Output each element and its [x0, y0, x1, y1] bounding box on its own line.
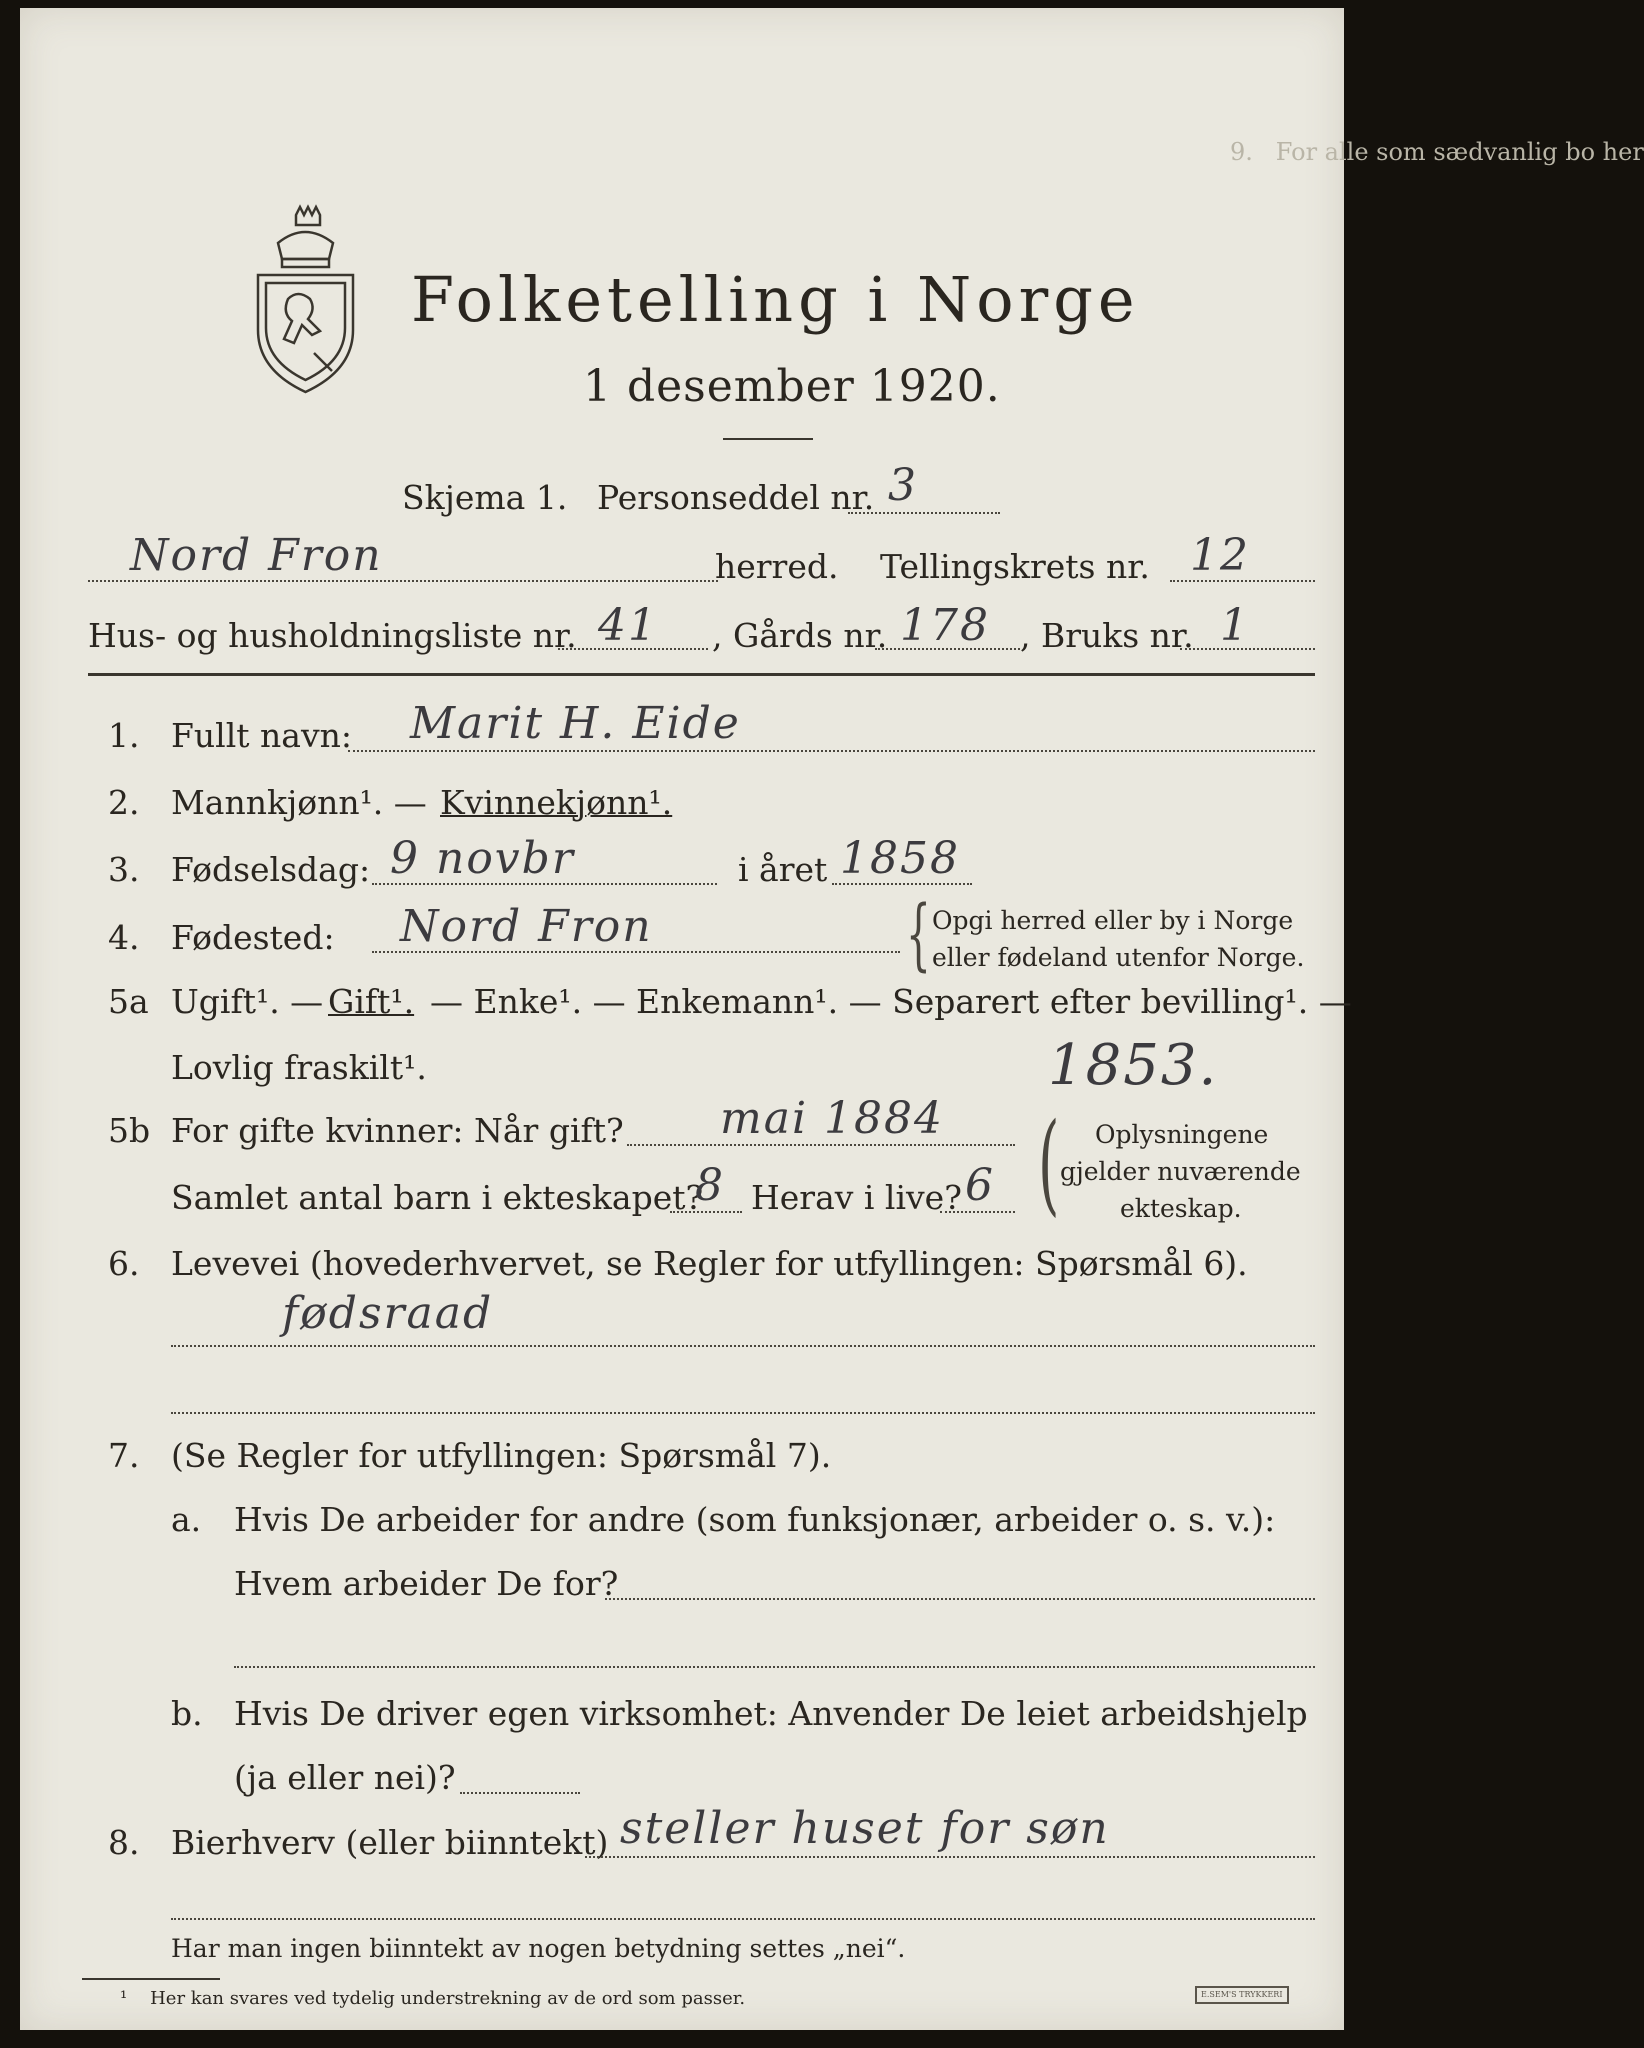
q8-number: 8.	[108, 1823, 140, 1862]
farm-label: , Gårds nr.	[712, 616, 888, 655]
holding-label: , Bruks nr.	[1020, 616, 1194, 655]
income-note: Har man ingen biinntekt av nogen betydning settes „nei“.	[171, 1934, 906, 1963]
footnote-marker: ¹	[120, 1988, 128, 2009]
q2-female-label: Kvinnekjønn¹.	[440, 783, 673, 822]
footnote	[120, 1988, 745, 2009]
q3-year-label: i året	[738, 850, 828, 889]
birthplace-value: Nord Fron	[400, 901, 653, 952]
q3-label: Fødselsdag:	[171, 850, 371, 889]
q5b-number: 5b	[108, 1111, 151, 1150]
form-title: Folketelling i Norge	[411, 263, 1140, 336]
q5a-unmarried: Ugift¹. —	[171, 982, 324, 1021]
q8-label: Bierhverv (eller biinntekt)	[171, 1823, 609, 1862]
person-slip-label: Personseddel nr.	[597, 478, 875, 517]
q5a-married: Gift¹.	[328, 982, 415, 1021]
q5b-note-line-1: Oplysningene	[1095, 1120, 1269, 1149]
q7-number: 7.	[108, 1436, 140, 1475]
schema-label: Skjema 1.	[402, 478, 568, 517]
census-form-sheet: 9. For alle som sædvanlig bo her Folketelling i Norge 1 desember 1920. Skjema 1. Personseddel nr. 3 Nord Fron herred. Tellingskrets nr. 12 Hus- og husholdningsliste nr. 41 , Gårds nr. 178 , Bruks nr. 1 1. Fullt navn: Marit H. Eide 2. Mannkjønn¹. — Kvinnekjønn¹. 3. Fødselsdag: 9 novbr i året 1858 4. Fødested: Nord Fron { Opgi herred eller by i Norge eller fødeland utenfor Norge. 5a Ugift¹. — Gift¹. — Enke¹. — Enkemann¹. — Separert efter bevilling¹. — Lovlig fraskilt¹. 1853. 5b For gifte kvinner: Når gift? mai 1884 Samlet antal barn i ekteskapet? 8 Herav i live? 6 ( Oplysningene gjelder nuværende ekteskap. 6. Levevei (hovederhvervet, se Regler for utfyllingen: Spørsmål 6). fødsraad 7. (Se Regler for utfyllingen: Spørsmål 7). a. Hvis De arbeider for andre (som funksjonær, arbeider o. s. v.): Hvem arbeider De for? b. Hvis De driver egen virksomhet: Anvender De leiet arbeidshjelp (ja eller nei)? 8. Bierhverv (eller biinntekt) steller huset for søn Har man ingen biinntekt av nogen betydning settes „nei“. ¹ Her kan svares ved tydelig understrekning av de ord som passer. E.SEM'S TRYKKERI	[20, 8, 1344, 2030]
q7b-letter: b.	[171, 1694, 203, 1733]
q6-label: Levevei (hovederhvervet, se Regler for utfyllingen: Spørsmål 6).	[171, 1244, 1248, 1283]
q1-label: Fullt navn:	[171, 716, 352, 755]
birth-date-value: 9 novbr	[390, 833, 575, 884]
title-divider	[723, 438, 813, 440]
q4-label: Fødested:	[171, 918, 335, 957]
q4-number: 4.	[108, 918, 140, 957]
brace: {	[906, 890, 931, 980]
household-list-number: 41	[598, 600, 658, 651]
district-label: Tellingskrets nr.	[880, 547, 1150, 586]
children-alive-value: 6	[965, 1160, 995, 1211]
q1-number: 1.	[108, 716, 140, 755]
q5b-married-when-label: For gifte kvinner: Når gift?	[171, 1111, 624, 1150]
q5a-divorced: Lovlig fraskilt¹.	[171, 1048, 427, 1087]
bleed-through-text: 9. For alle som sædvanlig bo her	[1230, 138, 1644, 166]
q7-label: (Se Regler for utfyllingen: Spørsmål 7).	[171, 1436, 832, 1475]
holding-number: 1	[1220, 600, 1250, 651]
printer-stamp: E.SEM'S TRYKKERI	[1195, 1986, 1289, 2004]
farm-number: 178	[900, 600, 990, 651]
married-when-value: mai 1884	[720, 1093, 944, 1144]
birth-year-value: 1858	[840, 833, 960, 884]
q5b-note-line-3: ekteskap.	[1120, 1194, 1242, 1223]
q5b-note-line-2: gjelder nuværende	[1060, 1157, 1301, 1186]
marital-year-note: 1853.	[1048, 1033, 1219, 1098]
q4-note-line-2: eller fødeland utenfor Norge.	[932, 943, 1305, 972]
children-total-value: 8	[695, 1160, 725, 1211]
occupation-value: fødsraad	[282, 1288, 494, 1339]
person-slip-number: 3	[888, 460, 918, 511]
form-date: 1 desember 1920.	[583, 361, 1001, 412]
q2-number: 2.	[108, 783, 140, 822]
municipality-label: herred.	[715, 547, 839, 586]
coat-of-arms-icon	[248, 203, 363, 402]
household-list-label: Hus- og husholdningsliste nr.	[88, 616, 577, 655]
district-number: 12	[1190, 530, 1250, 581]
q7a-text: Hvis De arbeider for andre (som funksjonær, arbeider o. s. v.):	[234, 1500, 1276, 1539]
q5b-alive-label: Herav i live?	[751, 1178, 962, 1217]
q7a-letter: a.	[171, 1500, 202, 1539]
footnote-text: Her kan svares ved tydelig understrekning av de ord som passer.	[150, 1988, 746, 2009]
q4-note-line-1: Opgi herred eller by i Norge	[932, 906, 1294, 935]
secondary-income-value: steller huset for søn	[620, 1803, 1110, 1854]
municipality-name: Nord Fron	[130, 530, 383, 581]
q7b-yes-no-label: (ja eller nei)?	[234, 1758, 456, 1797]
q2-male-label: Mannkjønn¹. —	[171, 783, 427, 822]
q5a-number: 5a	[108, 982, 149, 1021]
q7b-text: Hvis De driver egen virksomhet: Anvender De leiet arbeidshjelp	[234, 1694, 1308, 1733]
q6-number: 6.	[108, 1244, 140, 1283]
q5a-rest: — Enke¹. — Enkemann¹. — Separert efter bevilling¹. —	[430, 982, 1352, 1021]
q7a-employer-label: Hvem arbeider De for?	[234, 1564, 619, 1603]
header-rule	[88, 673, 1315, 676]
q5b-children-label: Samlet antal barn i ekteskapet?	[171, 1178, 704, 1217]
full-name-value: Marit H. Eide	[410, 698, 741, 749]
q3-number: 3.	[108, 850, 140, 889]
